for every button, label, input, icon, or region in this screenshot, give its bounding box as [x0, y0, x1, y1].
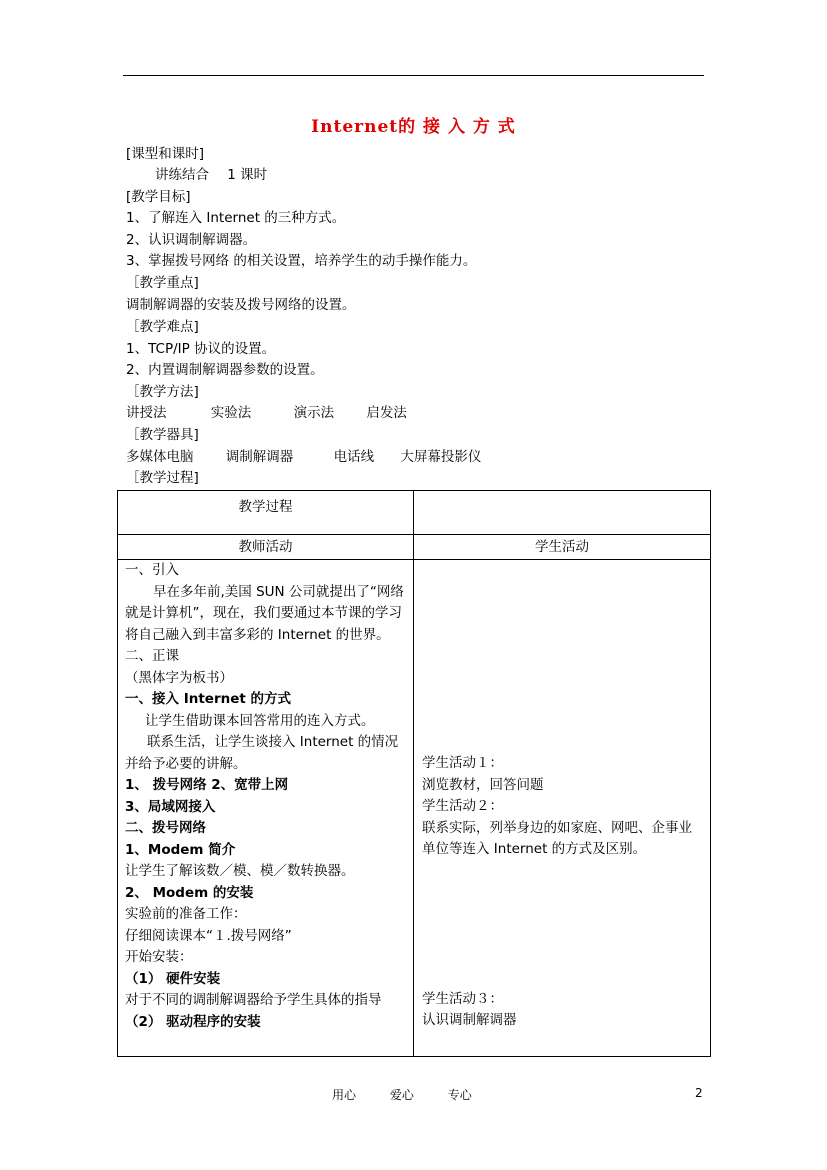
student-activity-label: 学生活动２：: [422, 798, 503, 814]
method-item: 启发法: [366, 405, 407, 421]
page-number: 2: [695, 1086, 703, 1100]
section-item: 3、局域网接入: [125, 798, 216, 815]
section-text: 联系生活，让学生谈接入 Internet 的情况并给予必要的讲解。: [125, 734, 399, 772]
methods-label: ［教学方法]: [126, 384, 199, 400]
section-item: 1、 拨号网络 2、宽带上网: [125, 777, 289, 793]
focus-label: ［教学重点]: [126, 275, 199, 291]
student-activity-cell: [414, 560, 711, 1057]
student-activity-text: 浏览教材，回答问题: [422, 776, 544, 793]
method-item: 实验法: [210, 405, 252, 421]
section-heading: 二、拨号网络: [125, 820, 206, 836]
goal-item: 1、了解连入 Internet 的三种方式。: [126, 210, 346, 226]
empty-header-cell: [414, 491, 711, 535]
difficulty-item: 2、内置调制解调器参数的设置。: [126, 362, 324, 378]
course-type-hours: 1 课时: [227, 167, 268, 183]
document-title: Internet的 接 入 方 式: [311, 117, 516, 137]
step-heading: （2） 驱动程序的安装: [125, 1013, 261, 1030]
difficulty-label: ［教学难点]: [126, 319, 199, 335]
header-rule: [123, 75, 704, 76]
footer-word: 用心: [332, 1088, 357, 1102]
course-type-label: [课型和课时]: [126, 146, 205, 162]
section-heading: 一、接入 Internet 的方式: [125, 691, 292, 707]
step-heading: （1） 硬件安装: [125, 970, 221, 987]
tool-item: 多媒体电脑: [126, 449, 194, 465]
tools-label: ［教学器具]: [126, 427, 199, 443]
course-type-mode: 讲练结合: [155, 167, 209, 183]
method-item: 讲授法: [126, 405, 167, 421]
tool-item: 大屏幕投影仪: [400, 449, 482, 465]
teacher-column-header: [118, 535, 414, 560]
goals-label: [教学目标]: [126, 189, 191, 205]
subsection-text: 实验前的准备工作：: [125, 906, 247, 922]
step-text: 对于不同的调制解调器给予学生具体的指导: [125, 992, 382, 1008]
method-item: 演示法: [293, 405, 335, 421]
subsection-text: 仔细阅读课本“１.拨号网络”: [125, 927, 292, 944]
focus-text: 调制解调器的安装及拨号网络的设置。: [126, 297, 356, 313]
process-header: 教学过程: [238, 499, 293, 515]
process-header-cell: [118, 491, 414, 535]
subsection-text: 让学生了解该数／模、模／数转换器。: [125, 863, 355, 879]
lesson-process-table: [117, 490, 711, 1057]
difficulty-item: 1、TCP/IP 协议的设置。: [126, 341, 276, 357]
student-activity-text: 联系实际，列举身边的如家庭、网吧、企事业单位等连入 Internet 的方式及区别。: [422, 819, 692, 857]
teacher-column-label: 教师活动: [238, 539, 293, 555]
student-activity-text: 认识调制解调器: [422, 1012, 517, 1028]
student-column-label: 学生活动: [535, 539, 589, 555]
tool-item: 调制解调器: [225, 449, 294, 465]
subsection-heading: 2、 Modem 的安装: [125, 884, 254, 901]
student-activity-label: 学生活动３：: [422, 990, 503, 1007]
goal-item: 2、认识调制解调器。: [126, 232, 257, 248]
footer-word: 爱心: [389, 1088, 414, 1102]
teacher-activity-cell: [118, 560, 414, 1057]
tools-list: [126, 448, 481, 466]
page-footer: [332, 1086, 502, 1103]
subsection-heading: 1、Modem 简介: [125, 841, 236, 858]
main-heading: 二、正课: [125, 648, 179, 664]
intro-heading: 一、引入: [125, 562, 179, 578]
tool-item: 电话线: [333, 449, 375, 465]
student-column-header: [414, 535, 711, 560]
footer-word: 专心: [447, 1088, 472, 1102]
course-type-value: [155, 166, 267, 184]
goal-item: 3、掌握拨号网络 的相关设置，培养学生的动手操作能力。: [126, 253, 477, 269]
main-note: （黑体字为板书）: [125, 669, 233, 686]
methods-list: [126, 404, 407, 422]
section-text: 让学生借助课本回答常用的连入方式。: [145, 712, 375, 729]
process-label: ［教学过程]: [126, 470, 199, 486]
student-activity-label: 学生活动１：: [422, 755, 503, 771]
intro-text: 早在多年前,美国 SUN 公司就提出了“网络就是计算机”，现在，我们要通过本节课的学习将自己融入到丰富多彩的 Internet 的世界。: [125, 583, 404, 643]
subsection-text: 开始安装：: [125, 949, 193, 965]
